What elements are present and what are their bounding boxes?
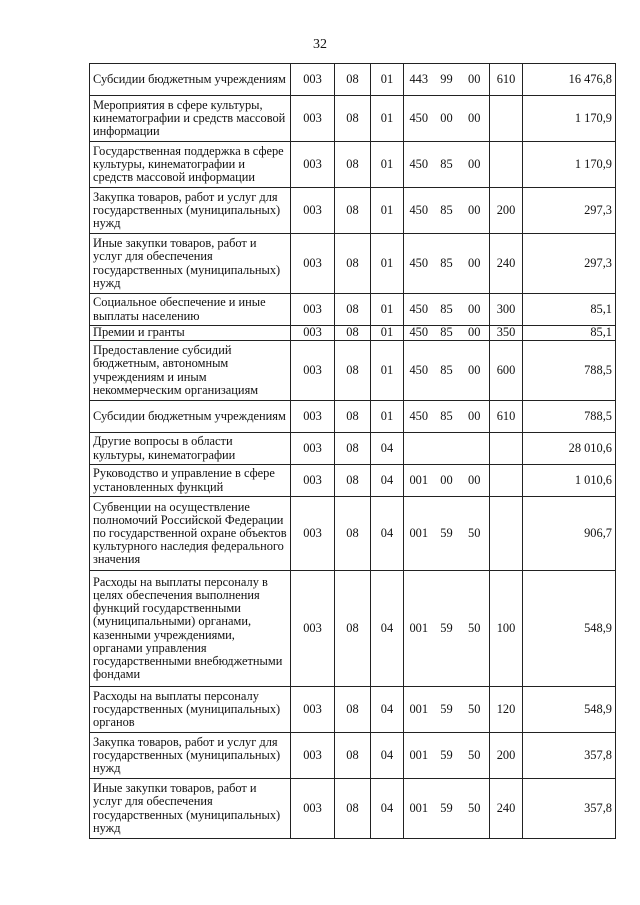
row-subsection-code: 04 [371, 687, 404, 733]
row-name: Субсидии бюджетным учреждениям [90, 64, 291, 96]
row-subsection-code: 04 [371, 571, 404, 687]
row-expense-type [490, 433, 523, 465]
row-subsection-code: 01 [371, 64, 404, 96]
row-amount: 28 010,6 [523, 433, 616, 465]
row-target-code-2 [434, 433, 460, 465]
row-section-code: 08 [335, 64, 371, 96]
table-row [90, 96, 616, 142]
row-name: Расходы на выплаты персоналу государственных (муниципальных) органов [90, 687, 291, 733]
row-ved-code: 003 [291, 687, 335, 733]
row-target-code-1: 450 [404, 234, 434, 294]
row-amount: 85,1 [523, 294, 616, 326]
row-target-code-3: 00 [460, 188, 490, 234]
row-expense-type: 240 [490, 234, 523, 294]
row-target-code-1: 450 [404, 341, 434, 401]
row-target-code-1: 001 [404, 733, 434, 779]
row-target-code-2: 59 [434, 497, 460, 571]
row-section-code: 08 [335, 234, 371, 294]
table-row [90, 779, 616, 839]
row-section-code: 08 [335, 733, 371, 779]
row-ved-code: 003 [291, 341, 335, 401]
row-target-code-2: 59 [434, 571, 460, 687]
row-target-code-3: 50 [460, 497, 490, 571]
row-amount: 548,9 [523, 687, 616, 733]
row-amount: 16 476,8 [523, 64, 616, 96]
row-name: Другие вопросы в области культуры, кинематографии [90, 433, 291, 465]
row-subsection-code: 01 [371, 234, 404, 294]
row-target-code-3: 00 [460, 234, 490, 294]
row-target-code-3: 50 [460, 571, 490, 687]
row-subsection-code: 04 [371, 733, 404, 779]
row-target-code-1: 001 [404, 571, 434, 687]
row-ved-code: 003 [291, 571, 335, 687]
row-section-code: 08 [335, 294, 371, 326]
row-subsection-code: 01 [371, 294, 404, 326]
row-name: Закупка товаров, работ и услуг для государственных (муниципальных) нужд [90, 733, 291, 779]
row-expense-type: 100 [490, 571, 523, 687]
table-row [90, 142, 616, 188]
row-target-code-3: 50 [460, 687, 490, 733]
page-number: 32 [313, 37, 327, 52]
row-ved-code: 003 [291, 96, 335, 142]
row-target-code-2: 85 [434, 234, 460, 294]
row-name: Субвенции на осуществление полномочий Российской Федерации по государственной охране объектов культурного наследия федерального значения [90, 497, 291, 571]
row-target-code-2: 85 [434, 188, 460, 234]
row-amount: 1 170,9 [523, 142, 616, 188]
row-target-code-1: 450 [404, 96, 434, 142]
table-row [90, 733, 616, 779]
row-subsection-code: 01 [371, 96, 404, 142]
row-target-code-3: 00 [460, 465, 490, 497]
row-expense-type: 610 [490, 401, 523, 433]
row-target-code-3: 00 [460, 401, 490, 433]
table-row [90, 326, 616, 341]
row-ved-code: 003 [291, 433, 335, 465]
table-row [90, 188, 616, 234]
row-expense-type: 240 [490, 779, 523, 839]
table-body [90, 64, 616, 839]
row-name: Мероприятия в сфере культуры, кинематографии и средств массовой информации [90, 96, 291, 142]
row-name: Руководство и управление в сфере установленных функций [90, 465, 291, 497]
row-ved-code: 003 [291, 294, 335, 326]
row-ved-code: 003 [291, 64, 335, 96]
table-row [90, 465, 616, 497]
budget-table [89, 63, 616, 839]
row-target-code-2: 85 [434, 401, 460, 433]
table-row [90, 64, 616, 96]
row-target-code-1: 001 [404, 779, 434, 839]
row-expense-type [490, 96, 523, 142]
table-row [90, 294, 616, 326]
row-target-code-2: 00 [434, 96, 460, 142]
row-amount: 1 170,9 [523, 96, 616, 142]
row-amount: 297,3 [523, 234, 616, 294]
row-subsection-code: 01 [371, 188, 404, 234]
table-row [90, 497, 616, 571]
row-target-code-1: 443 [404, 64, 434, 96]
row-ved-code: 003 [291, 188, 335, 234]
row-target-code-1: 450 [404, 401, 434, 433]
row-ved-code: 003 [291, 733, 335, 779]
row-ved-code: 003 [291, 497, 335, 571]
row-target-code-3 [460, 433, 490, 465]
row-ved-code: 003 [291, 401, 335, 433]
row-target-code-2: 99 [434, 64, 460, 96]
table-row [90, 433, 616, 465]
row-target-code-3: 00 [460, 64, 490, 96]
row-section-code: 08 [335, 571, 371, 687]
row-target-code-3: 00 [460, 326, 490, 341]
row-target-code-1 [404, 433, 434, 465]
row-target-code-1: 450 [404, 294, 434, 326]
row-section-code: 08 [335, 465, 371, 497]
row-subsection-code: 04 [371, 433, 404, 465]
row-section-code: 08 [335, 779, 371, 839]
row-target-code-3: 00 [460, 142, 490, 188]
row-amount: 85,1 [523, 326, 616, 341]
row-target-code-3: 50 [460, 733, 490, 779]
row-name: Предоставление субсидий бюджетным, автономным учреждениям и иным некоммерческим организациям [90, 341, 291, 401]
row-name: Государственная поддержка в сфере культуры, кинематографии и средств массовой информации [90, 142, 291, 188]
row-ved-code: 003 [291, 326, 335, 341]
row-target-code-1: 450 [404, 142, 434, 188]
row-subsection-code: 04 [371, 779, 404, 839]
row-target-code-2: 85 [434, 326, 460, 341]
row-name: Иные закупки товаров, работ и услуг для обеспечения государственных (муниципальных) нужд [90, 234, 291, 294]
row-subsection-code: 04 [371, 497, 404, 571]
row-amount: 357,8 [523, 779, 616, 839]
row-expense-type [490, 497, 523, 571]
row-name: Премии и гранты [90, 326, 291, 341]
row-amount: 548,9 [523, 571, 616, 687]
table-row [90, 687, 616, 733]
row-expense-type: 610 [490, 64, 523, 96]
row-target-code-3: 00 [460, 294, 490, 326]
row-expense-type: 300 [490, 294, 523, 326]
row-section-code: 08 [335, 687, 371, 733]
row-subsection-code: 01 [371, 341, 404, 401]
table-row [90, 234, 616, 294]
row-expense-type: 200 [490, 733, 523, 779]
row-name: Социальное обеспечение и иные выплаты населению [90, 294, 291, 326]
row-name: Закупка товаров, работ и услуг для государственных (муниципальных) нужд [90, 188, 291, 234]
row-target-code-1: 450 [404, 326, 434, 341]
row-target-code-1: 001 [404, 687, 434, 733]
row-target-code-2: 59 [434, 733, 460, 779]
table-row [90, 341, 616, 401]
row-target-code-3: 50 [460, 779, 490, 839]
row-section-code: 08 [335, 142, 371, 188]
row-target-code-2: 85 [434, 341, 460, 401]
row-subsection-code: 01 [371, 142, 404, 188]
table-row [90, 401, 616, 433]
row-expense-type: 350 [490, 326, 523, 341]
row-target-code-2: 00 [434, 465, 460, 497]
row-expense-type: 120 [490, 687, 523, 733]
row-target-code-1: 001 [404, 497, 434, 571]
row-target-code-2: 85 [434, 294, 460, 326]
row-ved-code: 003 [291, 465, 335, 497]
row-target-code-2: 59 [434, 687, 460, 733]
row-section-code: 08 [335, 497, 371, 571]
table-row [90, 571, 616, 687]
row-target-code-3: 00 [460, 96, 490, 142]
row-expense-type [490, 142, 523, 188]
row-section-code: 08 [335, 433, 371, 465]
row-name: Субсидии бюджетным учреждениям [90, 401, 291, 433]
row-amount: 1 010,6 [523, 465, 616, 497]
row-ved-code: 003 [291, 779, 335, 839]
row-section-code: 08 [335, 401, 371, 433]
row-target-code-3: 00 [460, 341, 490, 401]
row-amount: 297,3 [523, 188, 616, 234]
row-target-code-1: 450 [404, 188, 434, 234]
row-ved-code: 003 [291, 142, 335, 188]
row-target-code-2: 85 [434, 142, 460, 188]
row-subsection-code: 01 [371, 326, 404, 341]
row-amount: 788,5 [523, 341, 616, 401]
row-ved-code: 003 [291, 234, 335, 294]
row-amount: 357,8 [523, 733, 616, 779]
row-name: Иные закупки товаров, работ и услуг для обеспечения государственных (муниципальных) нужд [90, 779, 291, 839]
row-amount: 788,5 [523, 401, 616, 433]
row-section-code: 08 [335, 326, 371, 341]
row-section-code: 08 [335, 341, 371, 401]
row-amount: 906,7 [523, 497, 616, 571]
row-section-code: 08 [335, 96, 371, 142]
row-expense-type [490, 465, 523, 497]
row-expense-type: 200 [490, 188, 523, 234]
row-section-code: 08 [335, 188, 371, 234]
row-subsection-code: 01 [371, 401, 404, 433]
row-expense-type: 600 [490, 341, 523, 401]
row-subsection-code: 04 [371, 465, 404, 497]
row-name: Расходы на выплаты персоналу в целях обеспечения выполнения функций государственными (муниципальными) органами, казенными учреждениями, органами управления государственными внебюджетными фондами [90, 571, 291, 687]
row-target-code-1: 001 [404, 465, 434, 497]
row-target-code-2: 59 [434, 779, 460, 839]
